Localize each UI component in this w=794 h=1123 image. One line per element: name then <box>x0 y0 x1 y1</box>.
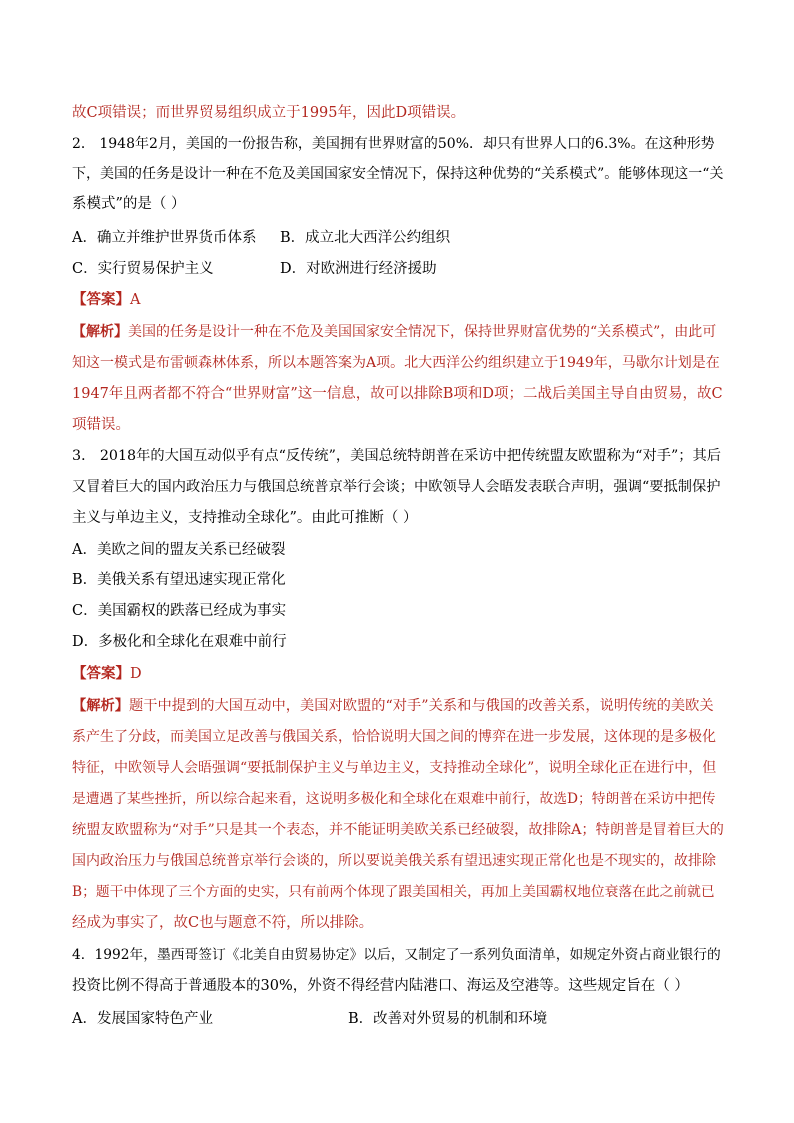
question-2-option-d: D．对欧洲进行经济援助 <box>280 261 437 277</box>
explanation-2-line-4: 项错误。 <box>72 417 130 433</box>
answer-tag: 【答案】 <box>72 665 130 682</box>
explanation-3-line-4: 是遭遇了某些挫折，所以综合起来看，这说明多极化和全球化在艰难中前行，故选D；特朗普在采访中把传 <box>72 791 716 807</box>
question-3-option-a: A．美欧之间的盟友关系已经破裂 <box>72 542 286 558</box>
explanation-2-line-3: 1947年且两者都不符合“世界财富”这一信息，故可以排除B项和D项；二战后美国主导自由贸易，故C <box>72 386 723 402</box>
question-4-line-2: 投资比例不得高于普通股本的30%，外资不得经营内陆港口、海运及空港等。这些规定旨在（ ） <box>72 978 689 994</box>
explanation-3-line-5: 统盟友欧盟称为“对手”只是其一个表态，并不能证明美欧关系已经破裂，故排除A；特朗普是冒着巨大的 <box>72 822 724 838</box>
question-2-option-b: B．成立北大西洋公约组织 <box>280 230 451 246</box>
question-3-line-3: 主义与单边主义，支持推动全球化”。由此可推断（ ） <box>72 510 418 526</box>
explanation-tag: 【解析】 <box>72 698 130 714</box>
answer-2 <box>72 290 724 310</box>
explanation-3-line-2: 系产生了分歧，而美国立足改善与俄国关系，恰恰说明大国之间的博弈在进一步发展，这体现的是多极化 <box>72 729 716 745</box>
answer-tag: 【答案】 <box>72 291 130 308</box>
explanation-3-line-3: 特征，中欧领导人会晤强调“要抵制保护主义与单边主义，支持推动全球化”，说明全球化正在进行中，但 <box>72 760 717 776</box>
explanation-3-line-8: 经成为事实了，故C也与题意不符，所以排除。 <box>72 915 374 931</box>
question-2-line-3: 系模式”的是（ ） <box>72 196 186 212</box>
question-3-line-1: 3． 2018年的大国互动似乎有点“反传统”，美国总统特朗普在采访中把传统盟友欧盟称为“对手”；其后 <box>72 448 722 464</box>
question-2-line-1: 2． 1948年2月，美国的一份报告称，美国拥有世界财富的50%．却只有世界人口的6.3%。在这种形势 <box>72 136 715 152</box>
explanation-2-line-1 <box>72 322 724 342</box>
question-3-option-b: B．美俄关系有望迅速实现正常化 <box>72 572 286 588</box>
question-3-option-c: C．美国霸权的跌落已经成为事实 <box>72 603 287 619</box>
question-3-line-2: 又冒着巨大的国内政治压力与俄国总统普京举行会谈；中欧领导人会晤发表联合声明，强调“要抵制保护 <box>72 479 721 495</box>
question-4-option-b: B．改善对外贸易的机制和环境 <box>348 1011 548 1027</box>
question-4-line-1: 4．1992年，墨西哥签订《北美自由贸易协定》以后，又制定了一系列负面清单，如规定外资占商业银行的 <box>72 947 721 963</box>
question-2-option-a: A．确立并维护世界货币体系 <box>72 230 257 246</box>
question-2-option-c: C．实行贸易保护主义 <box>72 261 214 277</box>
explanation-3-text-1: 题干中提到的大国互动中，美国对欧盟的“对手”关系和与俄国的改善关系，说明传统的美欧关 <box>129 698 714 714</box>
prev-explanation-end: 故C项错误；而世界贸易组织成立于1995年，因此D项错误。 <box>72 105 466 121</box>
explanation-tag: 【解析】 <box>72 324 128 340</box>
answer-3 <box>72 664 724 684</box>
answer-3-value: D <box>130 666 142 682</box>
answer-2-value: A <box>130 292 141 308</box>
explanation-2-text-1: 美国的任务是设计一种在不危及美国国家安全情况下，保持世界财富优势的“关系模式”，由此可 <box>128 324 717 340</box>
explanation-3-line-6: 国内政治压力与俄国总统普京举行会谈的，所以要说美俄关系有望迅速实现正常化也是不现实的，故排除 <box>72 853 716 869</box>
question-4-option-a: A．发展国家特色产业 <box>72 1011 213 1027</box>
explanation-3-line-7: B；题干中体现了三个方面的史实，只有前两个体现了跟美国相关，再加上美国霸权地位衰落在此之前就已 <box>72 884 715 900</box>
question-2-line-2: 下，美国的任务是设计一种在不危及美国国家安全情况下，保持这种优势的“关系模式”。能够体现这一“关 <box>72 166 724 182</box>
explanation-2-line-2: 知这一模式是布雷顿森林体系，所以本题答案为A项。北大西洋公约组织建立于1949年，马歇尔计划是在 <box>72 355 720 371</box>
question-3-option-d: D．多极化和全球化在艰难中前行 <box>72 634 287 650</box>
explanation-3-line-1 <box>72 696 724 716</box>
